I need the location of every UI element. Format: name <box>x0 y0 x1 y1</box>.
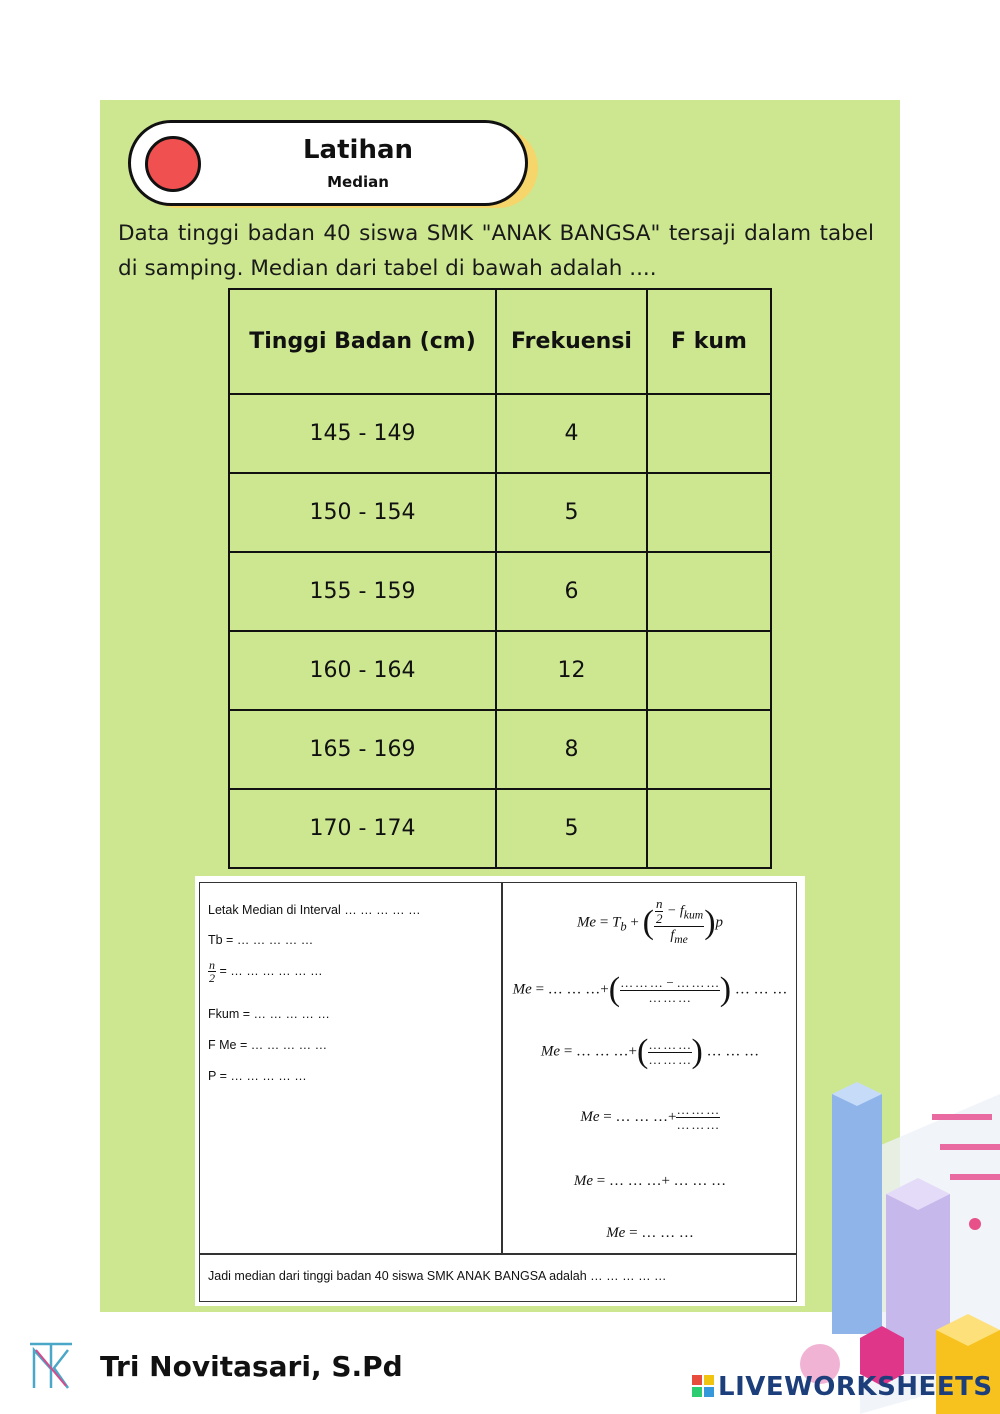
median-formula: $Me = T_b$ + ( $\frac{n}{2}$ − $f_{kum}$ $f_{me}$ )p <box>502 897 798 949</box>
median-interval-line[interactable]: Letak Median di Interval … … … … … <box>208 903 421 917</box>
cell-frequency: 12 <box>496 631 647 710</box>
cell-interval: 165 - 169 <box>229 710 496 789</box>
page-title: Latihan <box>302 135 414 165</box>
cell-interval: 145 - 149 <box>229 394 496 473</box>
table-row <box>229 394 771 473</box>
median-work-box <box>195 876 805 1306</box>
fkum-answer-cell[interactable] <box>647 710 771 789</box>
bar-chart-decoration-icon <box>800 1074 1000 1414</box>
author-name: Tri Novitasari, S.Pd <box>100 1350 403 1383</box>
fkum-line[interactable]: Fkum = … … … … … <box>208 1007 330 1021</box>
fkum-answer-cell[interactable] <box>647 789 771 868</box>
cell-interval: 160 - 164 <box>229 631 496 710</box>
fkum-answer-cell[interactable] <box>647 473 771 552</box>
fme-line[interactable]: F Me = … … … … … <box>208 1038 328 1052</box>
step-2-equation[interactable]: Me = … … …+( $\frac{\dots \dots \dots}{\dots \dots \dots}$ ) … … … <box>540 1033 760 1070</box>
work-divider-horizontal <box>200 1253 796 1255</box>
cell-frequency: 5 <box>496 473 647 552</box>
n-half-blank: = … … … … … … <box>219 963 323 978</box>
frequency-table <box>228 288 772 869</box>
conclusion-line[interactable]: Jadi median dari tinggi badan 40 siswa SMK ANAK BANGSA adalah … … … … … <box>208 1269 667 1283</box>
table-row <box>229 552 771 631</box>
column-header-fkum: F kum <box>647 289 771 394</box>
table-row <box>229 789 771 868</box>
cell-frequency: 8 <box>496 710 647 789</box>
column-header-frequency: Frekuensi <box>496 289 647 394</box>
final-median-equation[interactable]: Me = … … … <box>606 1225 694 1241</box>
table-row <box>229 631 771 710</box>
step-4-equation[interactable]: Me = … … …+ … … … <box>573 1173 727 1189</box>
n-over-2-fraction: $\frac{n}{2}$ <box>209 958 215 985</box>
table-row <box>229 473 771 552</box>
cell-frequency: 4 <box>496 394 647 473</box>
page-subtitle: Median <box>327 173 389 191</box>
brand-label: LIVEWORKSHEETS <box>718 1372 993 1402</box>
cell-interval: 170 - 174 <box>229 789 496 868</box>
table-header-row <box>229 289 771 394</box>
step-3-equation[interactable]: Me = … … …+ $\frac{\dots \dots \dots}{\dots \dots \dots}$ <box>580 1102 719 1132</box>
fkum-answer-cell[interactable] <box>647 631 771 710</box>
cell-interval: 155 - 159 <box>229 552 496 631</box>
formula-fraction: $\frac{n}{2}$ − $f_{kum}$ $f_{me}$ <box>655 896 704 946</box>
p-line[interactable]: P = … … … … … <box>208 1069 307 1083</box>
red-dot-icon <box>145 136 201 192</box>
cell-frequency: 5 <box>496 789 647 868</box>
cell-frequency: 6 <box>496 552 647 631</box>
title-pill <box>128 120 528 206</box>
tb-line[interactable]: Tb = … … … … … <box>208 933 314 947</box>
cell-interval: 150 - 154 <box>229 473 496 552</box>
liveworksheets-brand[interactable] <box>692 1372 993 1402</box>
work-box-frame <box>199 882 797 1302</box>
tn-logo-icon <box>26 1340 76 1396</box>
fkum-answer-cell[interactable] <box>647 394 771 473</box>
fkum-answer-cell[interactable] <box>647 552 771 631</box>
step-1-equation[interactable]: Me = … … …+( $\frac{\dots \dots \dots - \dots \dots \dots}{\dots \dots \dots}$ ) … … … <box>512 971 788 1008</box>
n-half-line[interactable] <box>208 959 323 984</box>
question-text: Data tinggi badan 40 siswa SMK "ANAK BANGSA" tersaji dalam tabel di samping. Median dari tabel di bawah adalah .... <box>118 221 874 281</box>
column-header-height: Tinggi Badan (cm) <box>229 289 496 394</box>
table-row <box>229 710 771 789</box>
liveworksheets-logo-icon <box>692 1375 714 1397</box>
